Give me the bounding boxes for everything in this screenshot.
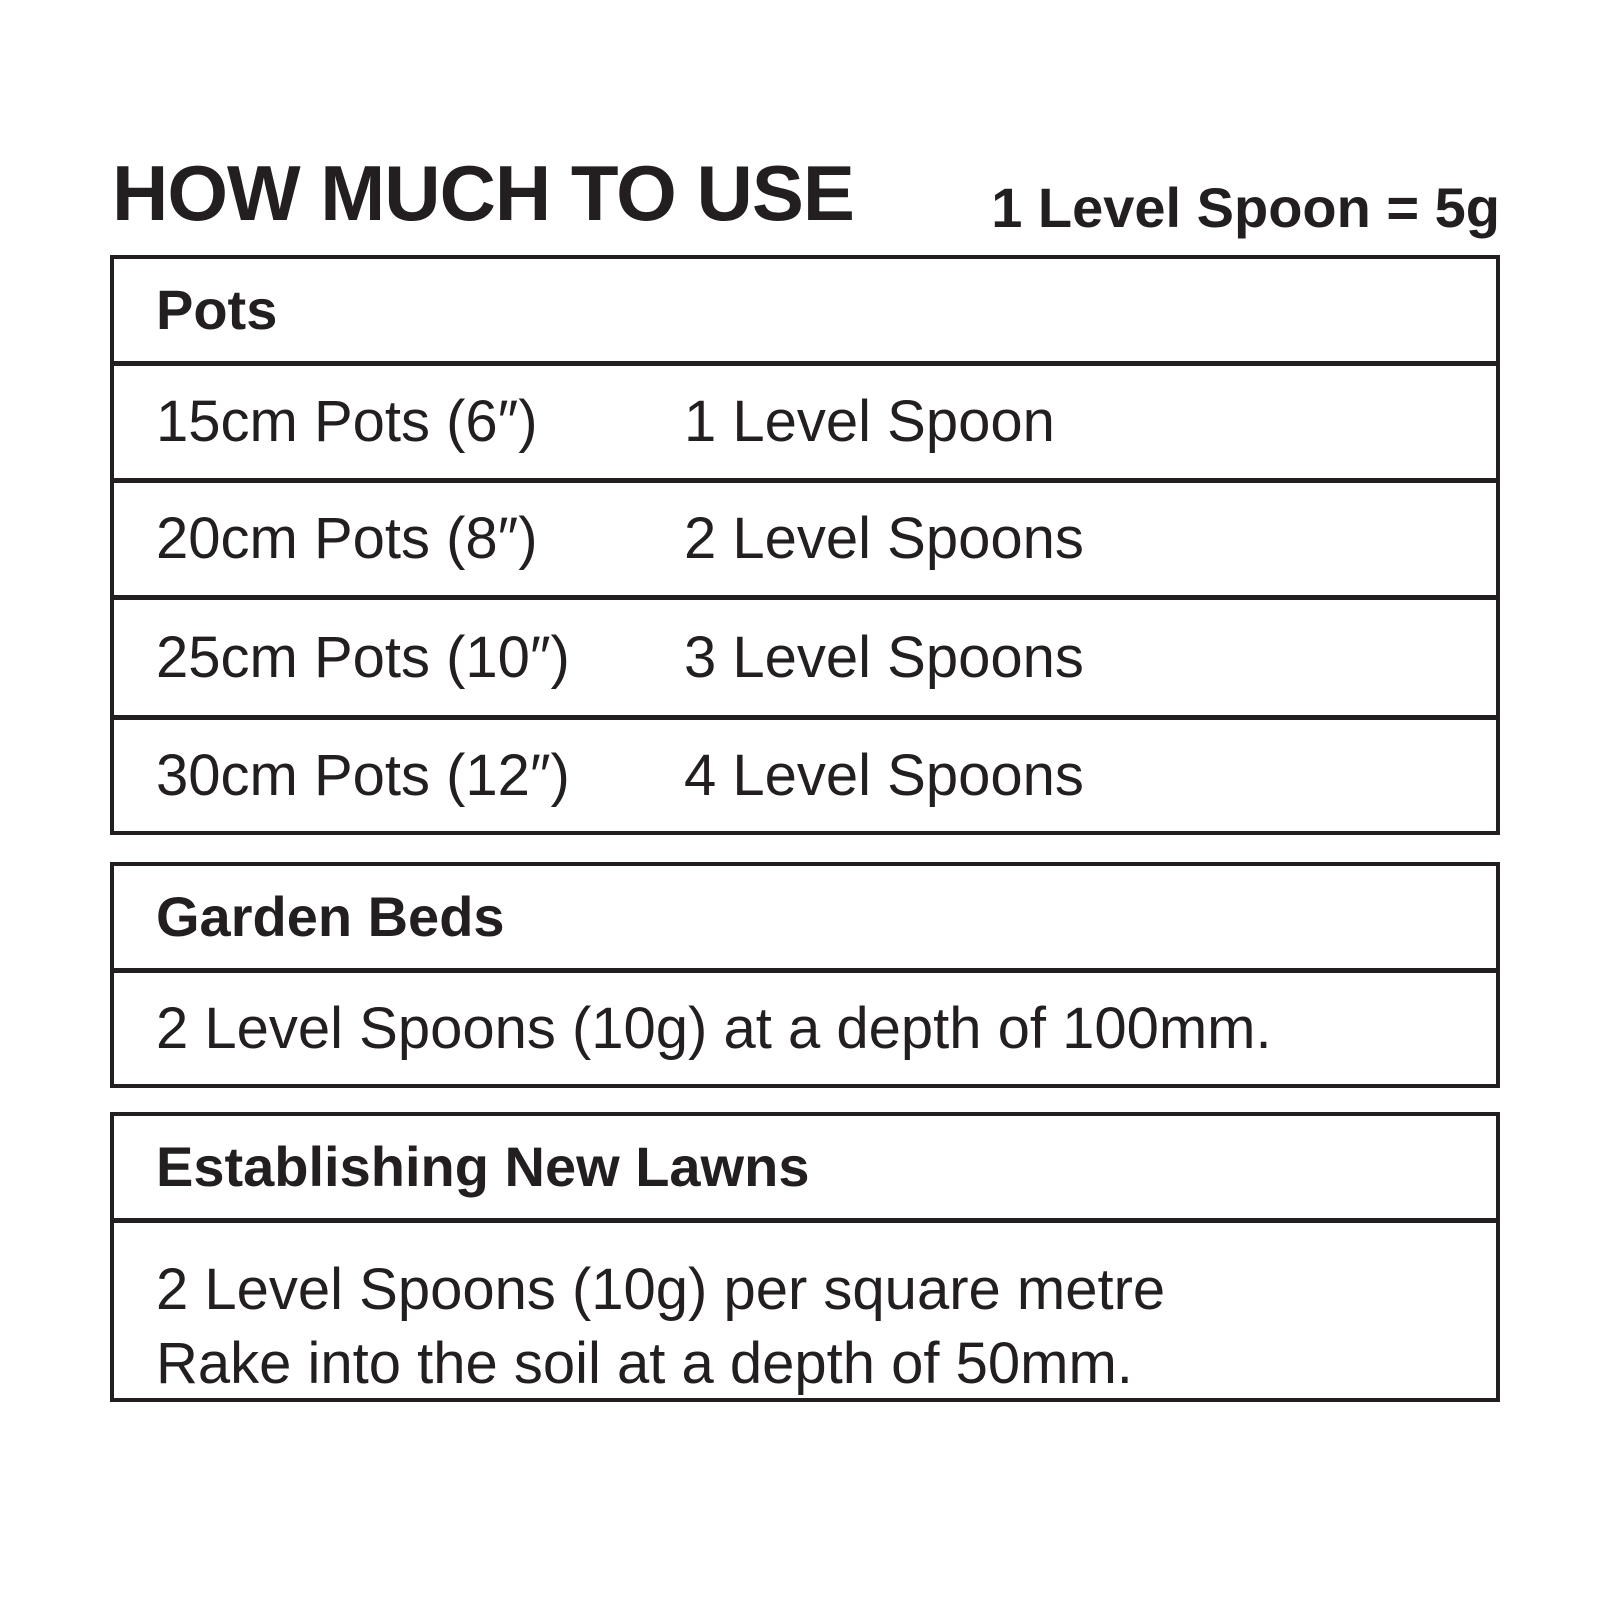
pots-table <box>110 255 1500 835</box>
lawns-text-line-2: Rake into the soil at a depth of 50mm. <box>156 1331 1133 1396</box>
garden-beds-heading: Garden Beds <box>156 885 505 948</box>
garden-beds-text: 2 Level Spoons (10g) at a depth of 100mm. <box>156 995 1272 1061</box>
pots-heading: Pots <box>156 278 278 341</box>
table-row <box>114 478 1496 595</box>
table-row <box>114 715 1496 831</box>
pot-size: 15cm Pots (6″) <box>156 389 538 454</box>
page-title: HOW MUCH TO USE <box>112 149 854 237</box>
pot-size: 25cm Pots (10″) <box>156 624 570 690</box>
pot-amount: 4 Level Spoons <box>684 742 1084 808</box>
pot-size: 20cm Pots (8″) <box>156 506 538 571</box>
table-row <box>114 361 1496 478</box>
garden-beds-table <box>110 862 1500 1088</box>
pot-size: 30cm Pots (12″) <box>156 742 570 808</box>
pots-heading-row <box>114 259 1496 361</box>
pot-amount: 1 Level Spoon <box>684 389 1055 454</box>
usage-header <box>112 149 1500 250</box>
pot-amount: 2 Level Spoons <box>684 506 1084 571</box>
lawns-row <box>114 1218 1496 1398</box>
garden-beds-heading-row <box>114 866 1496 968</box>
pot-amount: 3 Level Spoons <box>684 624 1084 690</box>
lawns-text-line-1: 2 Level Spoons (10g) per square metre <box>156 1257 1166 1322</box>
lawns-table <box>110 1112 1500 1402</box>
garden-beds-row <box>114 968 1496 1084</box>
lawns-heading: Establishing New Lawns <box>156 1135 810 1198</box>
spoon-measure-note: 1 Level Spoon = 5g <box>991 176 1500 239</box>
table-row <box>114 595 1496 715</box>
lawns-heading-row <box>114 1116 1496 1218</box>
